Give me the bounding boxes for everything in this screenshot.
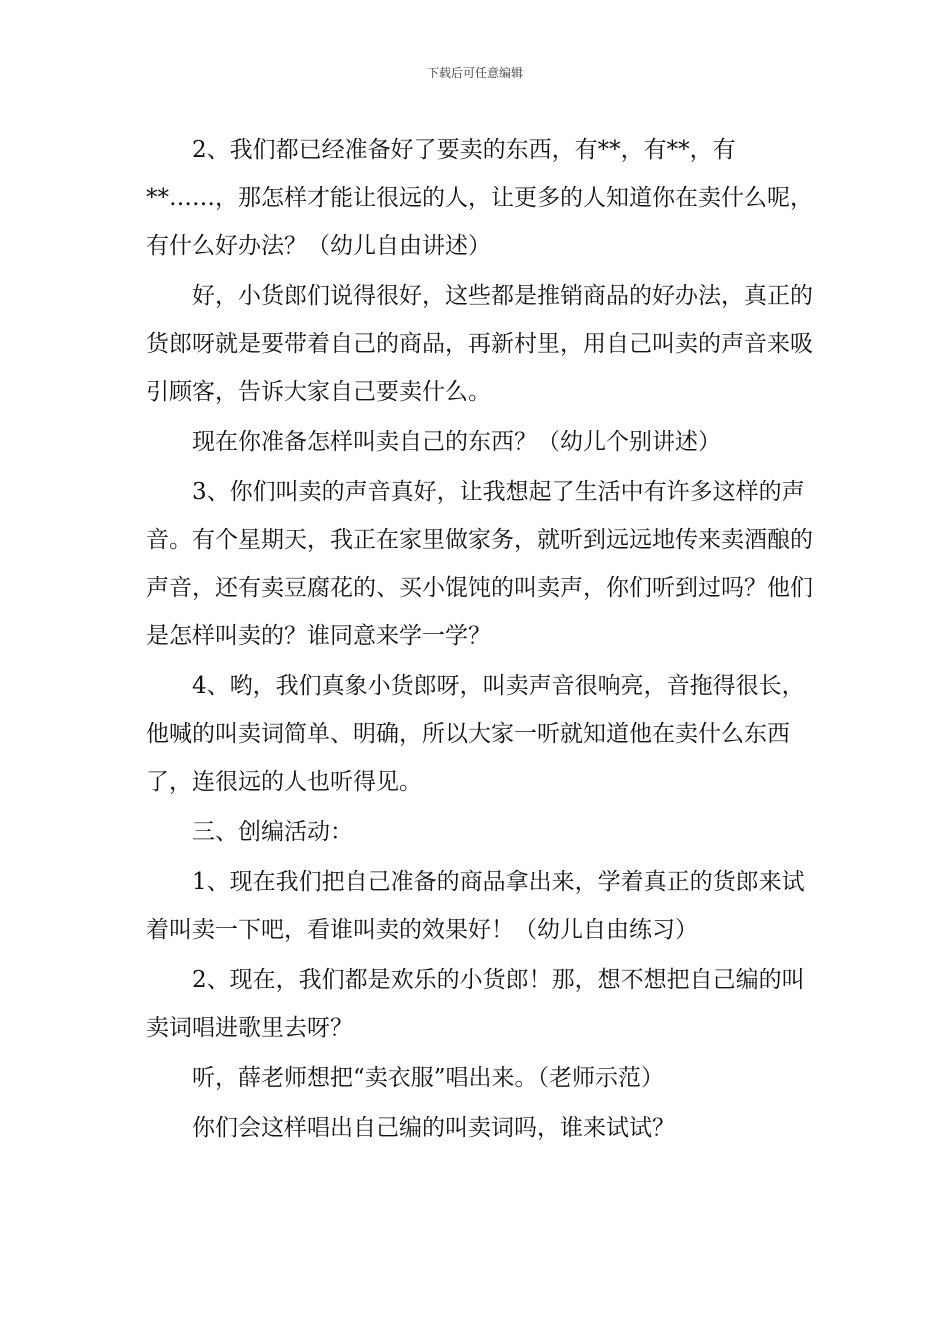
- paragraph-5: 4、哟，我们真象小货郎呀，叫卖声音很响亮，音拖得很长，他喊的叫卖词简单、明确，所以大家一听就知道他在卖什么东西了，连很远的人也听得见。: [146, 673, 805, 795]
- paragraph-7: 2、现在，我们都是欢乐的小货郎！那，想不想把自己编的叫卖词唱进歌里去呀？: [146, 967, 805, 1041]
- paragraph-3: 现在你准备怎样叫卖自己的东西？（幼儿个别讲述）: [192, 429, 721, 455]
- section-heading: 三、创编活动：: [192, 819, 353, 845]
- paragraph-1: 2、我们都已经准备好了要卖的东西，有**，有**，有**……，那怎样才能让很远的人，让更多的人知道你在卖什么呢，有什么好办法？（幼儿自由讲述）: [146, 137, 813, 259]
- paragraph-9: 你们会这样唱出自己编的叫卖词吗，谁来试试？: [192, 1115, 675, 1141]
- document-body: [146, 126, 826, 1154]
- paragraph-8: 听，薛老师想把“卖衣服”唱出来。（老师示范）: [192, 1065, 665, 1091]
- paragraph-4: 3、你们叫卖的声音真好，让我想起了生活中有许多这样的声音。有个星期天，我正在家里做家务，就听到远远地传来卖酒酿的声音，还有卖豆腐花的、买小馄饨的叫卖声，你们听到过吗？他们是怎样叫卖的？谁同意来学一学？: [146, 479, 813, 649]
- paragraph-6: 1、现在我们把自己准备的商品拿出来，学着真正的货郎来试着叫卖一下吧，看谁叫卖的效果好！（幼儿自由练习）: [146, 869, 805, 943]
- paragraph-2: 好，小货郎们说得很好，这些都是推销商品的好办法，真正的货郎呀就是要带着自己的商品，再新村里，用自己叫卖的声音来吸引顾客，告诉大家自己要卖什么。: [146, 283, 813, 405]
- page-header: 下载后可任意编辑: [426, 66, 523, 80]
